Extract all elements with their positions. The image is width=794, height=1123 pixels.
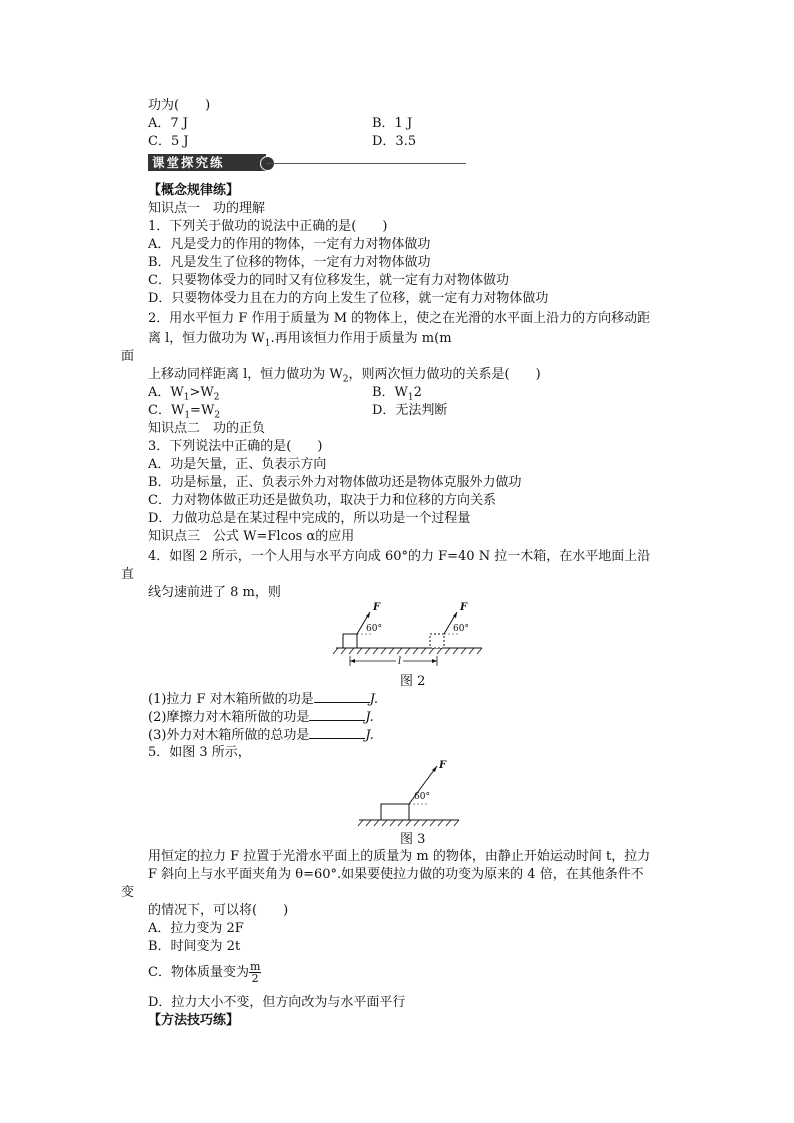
option-b: B．1 J [372, 116, 413, 131]
section-heading-method: 【方法技巧练】 [148, 1013, 240, 1028]
section-banner [148, 152, 466, 174]
answer-blank-3[interactable] [309, 726, 365, 739]
unit-label: J. [365, 728, 374, 743]
q5-option-a: A．拉力变为 2F [148, 921, 244, 936]
q4-part-3 [148, 726, 374, 744]
q1-option-d: D．只要物体受力且在力的方向上发生了位移，就一定有力对物体做功 [148, 291, 549, 306]
fig3-force-label: F [439, 760, 447, 771]
q5-line-3: F 斜向上与水平面夹角为 θ=60°.如果要使拉力做的功变为原来的 4 倍，在其他条件不 [148, 867, 644, 882]
answer-blank-1[interactable] [314, 690, 370, 703]
fraction-m-over-2 [249, 961, 261, 984]
q2-line-3: 面 [121, 349, 135, 364]
q2-line-2: 离 l，恒力做功为 $W_1$.再用该恒力作用于质量为 m(m [148, 331, 452, 349]
box [381, 804, 409, 820]
answer-blank-2[interactable] [309, 708, 365, 721]
q1-option-c: C．只要物体受力的同时又有位移发生，就一定有力对物体做功 [148, 273, 509, 288]
q4-line-1: 4．如图 2 所示，一个人用与水平方向成 60°的力 F=40 N 拉一木箱，在水平地面上沿 [148, 549, 651, 564]
banner-label: 课堂探究练 [148, 154, 266, 171]
q5-line-2: 用恒定的拉力 F 拉置于光滑水平面上的质量为 m 的物体，由静止开始运动时间 t，拉力 [148, 849, 651, 864]
box-end [430, 634, 444, 648]
knowledge-point-2: 知识点二 功的正负 [148, 421, 266, 436]
option-d: D．3.5 [372, 134, 417, 149]
figure-3-diagram [355, 758, 465, 830]
fig2-force-label-1: F [373, 602, 381, 613]
fig3-angle-label: 60° [414, 792, 430, 802]
fig2-distance-label: l [398, 656, 402, 667]
q5-option-b: B．时间变为 2t [148, 939, 241, 954]
q4-line-2: 直 [121, 567, 135, 582]
q3-option-a: A．功是矢量，正、负表示方向 [148, 457, 327, 472]
q5-option-c-text: C．物体质量变为 [148, 965, 249, 980]
q3-stem: 3．下列说法中正确的是( ) [148, 439, 323, 454]
section-heading-concept: 【概念规律练】 [148, 183, 240, 198]
q2-option-a: A．$W_1>W_2$ [148, 385, 220, 403]
q3-option-d: D．力做功总是在某过程中完成的，所以功是一个过程量 [148, 511, 471, 526]
q5-option-d: D．拉力大小不变，但方向改为与水平面平行 [148, 995, 406, 1010]
figure-2-caption: 图 2 [400, 674, 426, 689]
unit-label: J. [369, 692, 379, 707]
fig2-angle-label-2: 60° [453, 624, 469, 634]
q3-option-c: C．力对物体做正功还是做负功，取决于力和位移的方向关系 [148, 493, 496, 508]
q5-option-c [148, 960, 261, 986]
knowledge-point-1: 知识点一 功的理解 [148, 201, 266, 216]
q1-option-b: B．凡是发生了位移的物体，一定有力对物体做功 [148, 255, 431, 270]
option-c: C．5 J [148, 134, 189, 149]
knowledge-point-3: 知识点三 公式 W=Flcos α的应用 [148, 529, 355, 544]
q5-line-4: 变 [121, 885, 135, 900]
option-a: A．7 J [148, 116, 189, 131]
q4-part-1 [148, 690, 378, 708]
fraction-numerator: m [249, 960, 261, 973]
q2-line-4: 上移动同样距离 l，恒力做功为 $W_2$，则两次恒力做功的关系是( ) [148, 367, 541, 385]
banner-rule [266, 163, 466, 164]
q5-line-5: 的情况下，可以将( ) [148, 903, 289, 918]
unit-label: J. [365, 710, 374, 725]
box-start [343, 634, 357, 648]
q1-stem: 1．下列关于做功的说法中正确的是( ) [148, 219, 388, 234]
q4-part-1-text: (1)拉力 F 对木箱所做的功是 [148, 692, 314, 707]
q2-option-b: B．$W_12$ [372, 385, 422, 403]
q3-option-b: B．功是标量，正、负表示外力对物体做功还是物体克服外力做功 [148, 475, 522, 490]
q4-part-2-text: (2)摩擦力对木箱所做的功是 [148, 710, 310, 725]
q4-part-3-text: (3)外力对木箱所做的总功是 [148, 728, 310, 743]
fig2-angle-label-1: 60° [366, 624, 382, 634]
fig2-force-label-2: F [460, 602, 468, 613]
q4-part-2 [148, 708, 374, 726]
q5-line-1: 5．如图 3 所示， [148, 745, 251, 760]
q2-option-c: C．$W_1=W_2$ [148, 403, 221, 421]
q2-line-1: 2．用水平恒力 F 作用于质量为 M 的物体上，使之在光滑的水平面上沿力的方向移动距 [148, 311, 651, 326]
q4-line-3: 线匀速前进了 8 m，则 [148, 585, 281, 600]
fraction-denominator: 2 [251, 972, 259, 985]
question-tail: 功为( ) [148, 98, 211, 113]
q1-option-a: A．凡是受力的作用的物体，一定有力对物体做功 [148, 237, 431, 252]
figure-3-caption: 图 3 [400, 832, 426, 847]
q2-option-d: D．无法判断 [372, 403, 448, 418]
